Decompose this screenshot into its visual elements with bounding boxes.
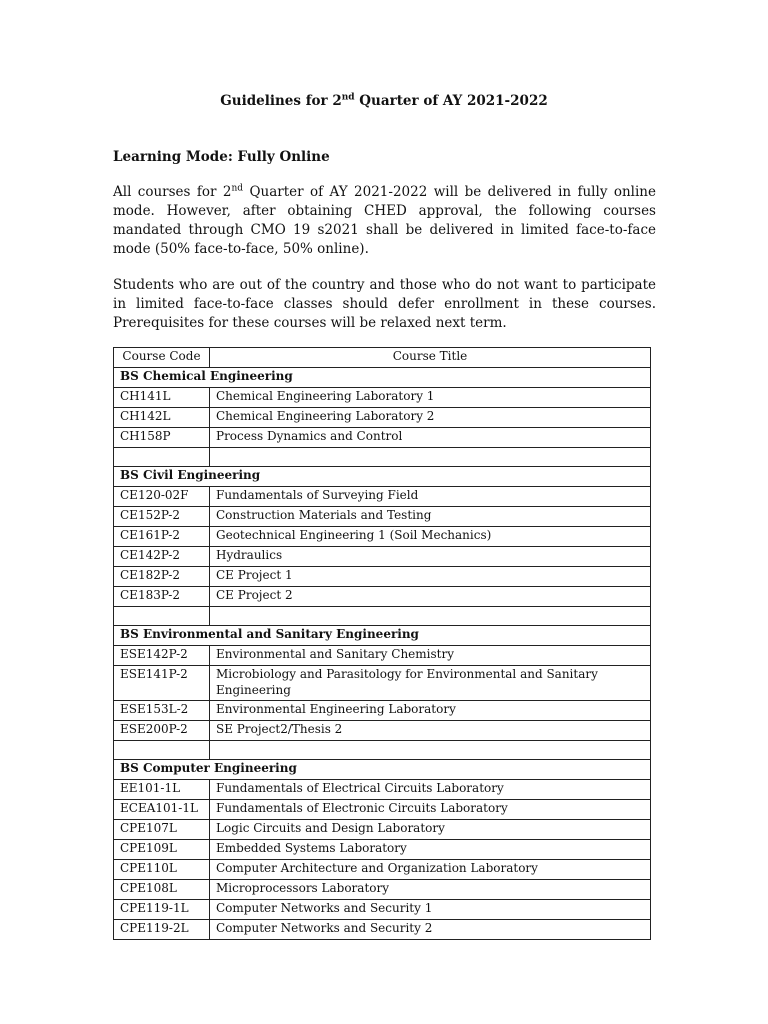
para1-post: Quarter of AY 2021-2022 will be delivered in fully online mode. However, after obtaining CHED approval, the following courses mandated through CMO 19 s2021 shall be delivered in limited face-to-face mode (50% face-to-face, 50% online). bbox=[113, 184, 656, 257]
learning-mode-heading: Learning Mode: Fully Online bbox=[113, 149, 330, 165]
course-title-cell: Computer Architecture and Organization Laboratory bbox=[210, 860, 651, 880]
course-code-cell: CPE119-2L bbox=[114, 920, 210, 940]
course-title-cell: CE Project 1 bbox=[210, 567, 651, 587]
blank-row bbox=[114, 741, 651, 760]
course-title-cell: Process Dynamics and Control bbox=[210, 428, 651, 448]
table-row bbox=[114, 487, 651, 507]
table-row bbox=[114, 527, 651, 547]
course-title-cell: Computer Networks and Security 2 bbox=[210, 920, 651, 940]
course-title-cell: SE Project2/Thesis 2 bbox=[210, 721, 651, 741]
course-code-cell: CPE107L bbox=[114, 820, 210, 840]
course-code-cell: ECEA101-1L bbox=[114, 800, 210, 820]
table-header-row bbox=[114, 348, 651, 368]
course-title-cell: Geotechnical Engineering 1 (Soil Mechanics) bbox=[210, 527, 651, 547]
table-row bbox=[114, 646, 651, 666]
table-row bbox=[114, 567, 651, 587]
table-row bbox=[114, 900, 651, 920]
course-code-cell: CPE108L bbox=[114, 880, 210, 900]
table-row bbox=[114, 547, 651, 567]
course-code-cell: CH158P bbox=[114, 428, 210, 448]
header-course-code: Course Code bbox=[114, 348, 210, 368]
courses-table bbox=[113, 347, 651, 940]
course-code-cell: ESE141P-2 bbox=[114, 666, 210, 701]
table-row bbox=[114, 587, 651, 607]
course-code-cell: CPE109L bbox=[114, 840, 210, 860]
section-row bbox=[114, 760, 651, 780]
course-code-cell: CE182P-2 bbox=[114, 567, 210, 587]
para1-pre: All courses for 2 bbox=[113, 184, 232, 200]
course-title-cell: Computer Networks and Security 1 bbox=[210, 900, 651, 920]
table-row bbox=[114, 880, 651, 900]
title-post: Quarter of AY 2021-2022 bbox=[354, 93, 548, 109]
table-row bbox=[114, 701, 651, 721]
table-row bbox=[114, 780, 651, 800]
course-code-cell: CE152P-2 bbox=[114, 507, 210, 527]
section-title: BS Chemical Engineering bbox=[114, 368, 651, 388]
header-course-title: Course Title bbox=[210, 348, 651, 368]
table-row bbox=[114, 860, 651, 880]
course-title-cell: Environmental and Sanitary Chemistry bbox=[210, 646, 651, 666]
course-code-cell: CE161P-2 bbox=[114, 527, 210, 547]
empty-cell bbox=[210, 448, 651, 467]
course-title-cell: Embedded Systems Laboratory bbox=[210, 840, 651, 860]
para1-sup: nd bbox=[231, 183, 244, 194]
course-title-cell: Hydraulics bbox=[210, 547, 651, 567]
course-title-cell: CE Project 2 bbox=[210, 587, 651, 607]
blank-row bbox=[114, 607, 651, 626]
table-row bbox=[114, 428, 651, 448]
course-code-cell: CE142P-2 bbox=[114, 547, 210, 567]
course-title-cell: Fundamentals of Electrical Circuits Laboratory bbox=[210, 780, 651, 800]
defer-paragraph: Students who are out of the country and those who do not want to participate in limited face-to-face classes should defer enrollment in these courses. Prerequisites for these courses will be relaxed next term. bbox=[113, 277, 656, 331]
table-row bbox=[114, 666, 651, 701]
table-row bbox=[114, 408, 651, 428]
course-title-cell: Microprocessors Laboratory bbox=[210, 880, 651, 900]
table-row bbox=[114, 507, 651, 527]
course-code-cell: ESE200P-2 bbox=[114, 721, 210, 741]
course-code-cell: ESE153L-2 bbox=[114, 701, 210, 721]
intro-paragraph bbox=[113, 183, 656, 259]
empty-cell bbox=[114, 448, 210, 467]
course-code-cell: CE183P-2 bbox=[114, 587, 210, 607]
course-code-cell: CPE119-1L bbox=[114, 900, 210, 920]
course-title-cell: Chemical Engineering Laboratory 2 bbox=[210, 408, 651, 428]
section-row bbox=[114, 368, 651, 388]
table-row bbox=[114, 800, 651, 820]
title-sup: nd bbox=[341, 92, 355, 103]
table-body bbox=[114, 368, 651, 940]
table-row bbox=[114, 840, 651, 860]
table-row bbox=[114, 820, 651, 840]
course-code-cell: CH141L bbox=[114, 388, 210, 408]
course-title-cell: Fundamentals of Electronic Circuits Laboratory bbox=[210, 800, 651, 820]
course-title-cell: Construction Materials and Testing bbox=[210, 507, 651, 527]
section-title: BS Environmental and Sanitary Engineering bbox=[114, 626, 651, 646]
course-title-cell: Chemical Engineering Laboratory 1 bbox=[210, 388, 651, 408]
table-row bbox=[114, 920, 651, 940]
empty-cell bbox=[210, 741, 651, 760]
course-title-cell: Logic Circuits and Design Laboratory bbox=[210, 820, 651, 840]
section-title: BS Civil Engineering bbox=[114, 467, 651, 487]
blank-row bbox=[114, 448, 651, 467]
table-row bbox=[114, 388, 651, 408]
section-row bbox=[114, 626, 651, 646]
course-code-cell: CE120-02F bbox=[114, 487, 210, 507]
empty-cell bbox=[114, 741, 210, 760]
course-title-cell: Environmental Engineering Laboratory bbox=[210, 701, 651, 721]
course-code-cell: EE101-1L bbox=[114, 780, 210, 800]
course-code-cell: CPE110L bbox=[114, 860, 210, 880]
course-code-cell: ESE142P-2 bbox=[114, 646, 210, 666]
course-title-cell: Microbiology and Parasitology for Environmental and Sanitary Engineering bbox=[210, 666, 651, 701]
page-title bbox=[0, 93, 768, 109]
section-row bbox=[114, 467, 651, 487]
table-row bbox=[114, 721, 651, 741]
section-title: BS Computer Engineering bbox=[114, 760, 651, 780]
course-code-cell: CH142L bbox=[114, 408, 210, 428]
title-pre: Guidelines for 2 bbox=[220, 93, 342, 109]
empty-cell bbox=[210, 607, 651, 626]
empty-cell bbox=[114, 607, 210, 626]
course-title-cell: Fundamentals of Surveying Field bbox=[210, 487, 651, 507]
